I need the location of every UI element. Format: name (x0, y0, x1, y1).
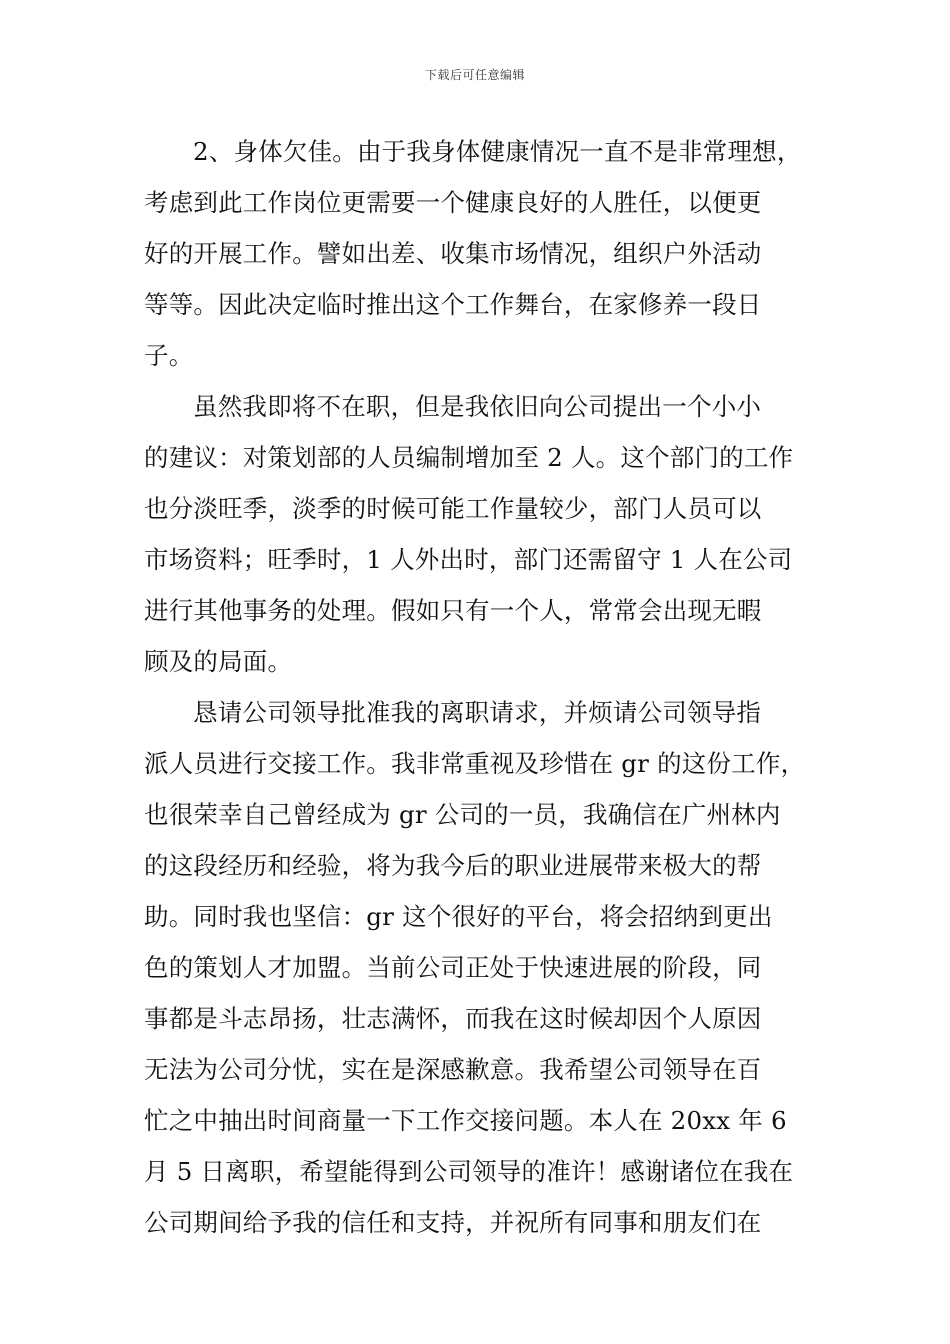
text-line: 虽然我即将不在职，但是我依旧向公司提出一个小小 (193, 392, 762, 421)
text-line: 色的策划人才加盟。当前公司正处于快速进展的阶段，同 (144, 953, 762, 982)
text-line: 事都是斗志昂扬，壮志满怀，而我在这时候却因个人原因 (144, 1004, 762, 1033)
text-line: 也分淡旺季，淡季的时候可能工作量较少，部门人员可以 (144, 494, 762, 523)
page-header: 下载后可任意编辑 (424, 68, 525, 82)
text-line: 2、身体欠佳。由于我身体健康情况一直不是非常理想， (193, 137, 802, 166)
paragraph (144, 126, 810, 381)
paragraph (144, 687, 810, 1248)
text-line: 派人员进行交接工作。我非常重视及珍惜在 gr 的这份工作， (144, 749, 806, 778)
paragraph (144, 381, 810, 687)
text-line: 月 5 日离职，希望能得到公司领导的准许！感谢诸位在我在 (144, 1157, 794, 1186)
text-line: 市场资料；旺季时，1 人外出时，部门还需留守 1 人在公司 (144, 545, 793, 574)
text-line: 的这段经历和经验，将为我今后的职业进展带来极大的帮 (144, 851, 762, 880)
text-line: 好的开展工作。譬如出差、收集市场情况，组织户外活动 (144, 239, 762, 268)
text-line: 的建议：对策划部的人员编制增加至 2 人。这个部门的工作 (144, 443, 794, 472)
text-line: 进行其他事务的处理。假如只有一个人，常常会出现无暇 (144, 596, 762, 625)
text-line: 子。 (144, 341, 194, 370)
text-line: 顾及的局面。 (144, 647, 293, 676)
text-line: 等等。因此决定临时推出这个工作舞台，在家修养一段日 (144, 290, 762, 319)
text-line: 考虑到此工作岗位更需要一个健康良好的人胜任，以便更 (144, 188, 762, 217)
text-line: 助。同时我也坚信：gr 这个很好的平台，将会招纳到更出 (144, 902, 773, 931)
document-body (144, 126, 810, 1248)
text-line: 无法为公司分忧，实在是深感歉意。我希望公司领导在百 (144, 1055, 762, 1084)
text-line: 也很荣幸自己曾经成为 gr 公司的一员，我确信在广州林内 (144, 800, 781, 829)
text-line: 恳请公司领导批准我的离职请求，并烦请公司领导指 (193, 698, 762, 727)
text-line: 公司期间给予我的信任和支持，并祝所有同事和朋友们在 (144, 1208, 762, 1237)
text-line: 忙之中抽出时间商量一下工作交接问题。本人在 20xx 年 6 (144, 1106, 787, 1135)
